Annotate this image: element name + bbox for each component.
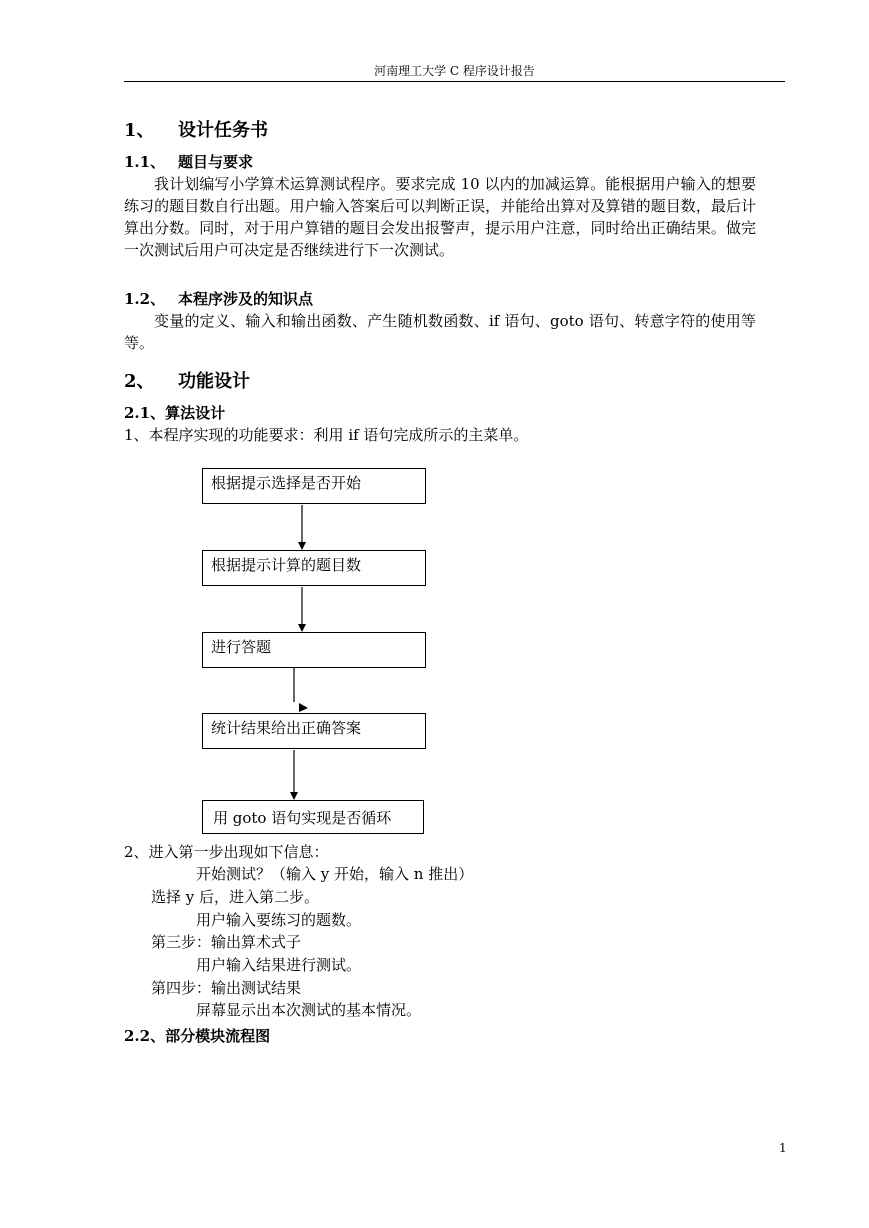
step-line-2: 开始测试？（输入 y 开始，输入 n 推出） xyxy=(196,865,474,883)
flow-step-start: 根据提示选择是否开始 xyxy=(202,468,426,504)
section-2-1-heading: 2.1、算法设计 xyxy=(124,404,226,422)
step-line-7: 第四步：输出测试结果 xyxy=(151,979,302,997)
step-line-5: 第三步：输出算术式子 xyxy=(151,933,302,951)
function-intro: 1、本程序实现的功能要求：利用 if 语句完成所示的主菜单。 xyxy=(124,426,529,444)
flow-step-result: 统计结果给出正确答案 xyxy=(202,713,426,749)
knowledge-paragraph: 变量的定义、输入和输出函数、产生随机数函数、if 语句、goto 语句、转意字符的使用等等。 xyxy=(124,312,756,352)
section-1-1-number: 1.1、 xyxy=(124,153,166,171)
section-1-title: 设计任务书 xyxy=(178,120,268,141)
step-line-4: 用户输入要练习的题数。 xyxy=(196,911,362,929)
section-1-number: 1、 xyxy=(124,120,155,141)
flow-step-answer: 进行答题 xyxy=(202,632,426,668)
step-line-8: 屏幕显示出本次测试的基本情况。 xyxy=(196,1001,422,1019)
page-number: 1 xyxy=(779,1141,787,1155)
step-line-1: 2、进入第一步出现如下信息： xyxy=(124,843,329,861)
step-line-3: 选择 y 后，进入第二步。 xyxy=(151,888,320,906)
section-1-2-number: 1.2、 xyxy=(124,290,166,308)
step-line-6: 用户输入结果进行测试。 xyxy=(196,956,362,974)
section-2-title: 功能设计 xyxy=(178,371,250,392)
section-2-2-heading: 2.2、部分模块流程图 xyxy=(124,1027,271,1045)
requirements-paragraph: 我计划编写小学算术运算测试程序。要求完成 10 以内的加减运算。能根据用户输入的想要练习的题目数自行出题。用户输入答案后可以判断正误，并能给出算对及算错的题目数，最后计算出分数。同时，对于用户算错的题目会发出报警声，提示用户注意，同时给出正确结果。做完一次测试后用户可决定是否继续进行下一次测试。 xyxy=(124,175,756,259)
section-1-1-title: 题目与要求 xyxy=(178,153,254,171)
page-header: 河南理工大学 C 程序设计报告 xyxy=(374,64,535,78)
section-2-number: 2、 xyxy=(124,371,155,392)
section-1-2-title: 本程序涉及的知识点 xyxy=(178,290,314,308)
flow-step-count: 根据提示计算的题目数 xyxy=(202,550,426,586)
flow-step-loop: 用 goto 语句实现是否循环 xyxy=(202,800,424,834)
arrow-3-head xyxy=(299,703,308,712)
